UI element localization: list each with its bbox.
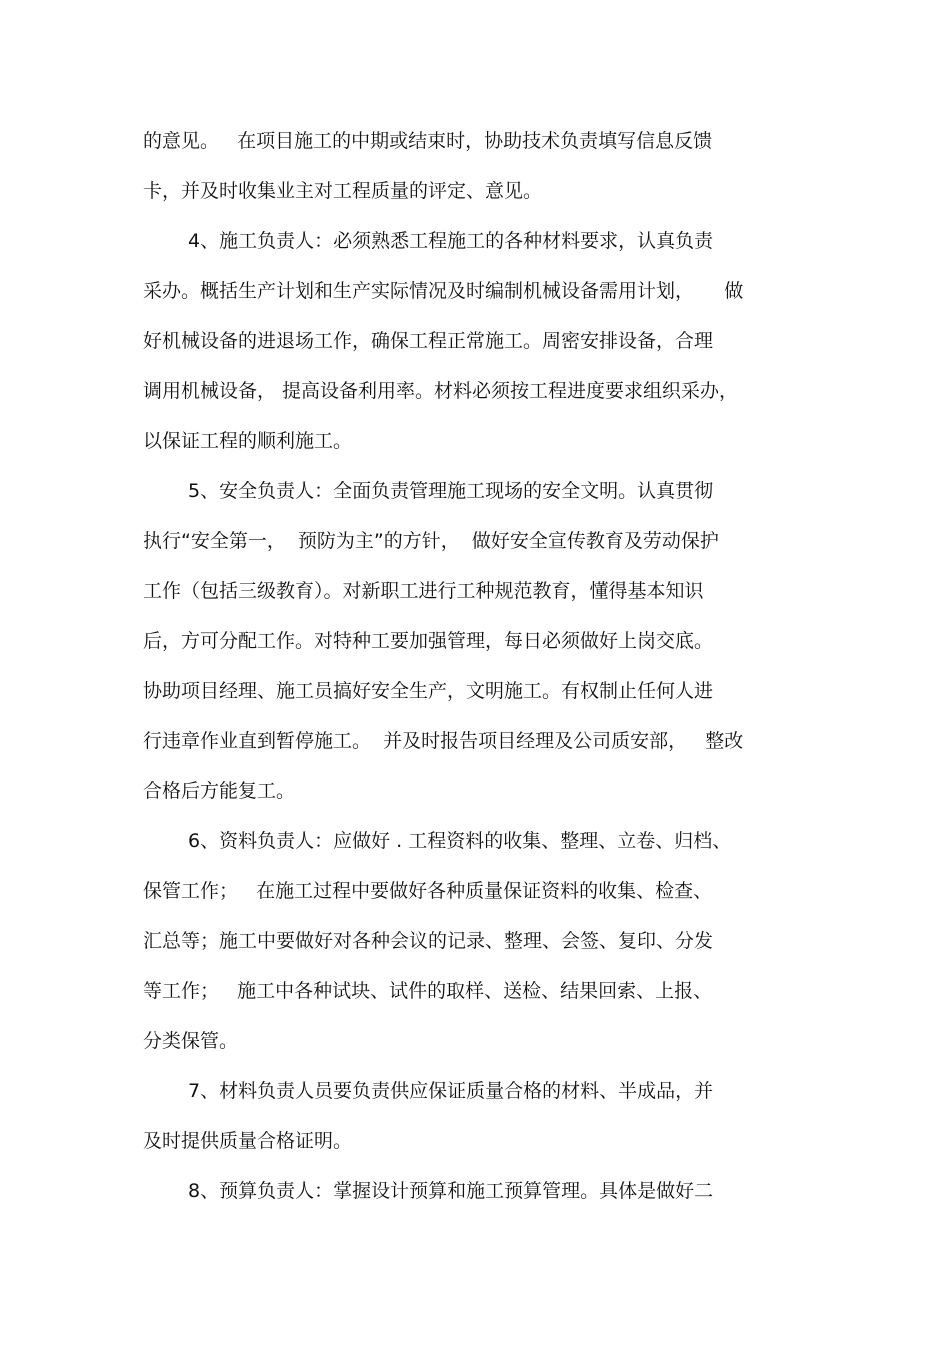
text-line: 保管工作； 在施工过程中要做好各种质量保证资料的收集、检查、	[143, 880, 713, 902]
text-line: 8、预算负责人：掌握设计预算和施工预算管理。具体是做好二	[188, 1180, 714, 1202]
text-line: 合格后方能复工。	[143, 780, 296, 802]
text-line: 执行“安全第一， 预防为主”的方针， 做好安全宣传教育及劳动保护	[143, 530, 719, 552]
text-line: 后，方可分配工作。对特种工要加强管理，每日必须做好上岗交底。	[143, 630, 714, 652]
text-line: 4、施工负责人：必须熟悉工程施工的各种材料要求，认真负责	[188, 230, 714, 252]
text-line: 卡，并及时收集业主对工程质量的评定、意见。	[143, 180, 543, 202]
text-line: 协助项目经理、施工员搞好安全生产，文明施工。有权制止任何人进	[143, 680, 714, 702]
text-line: 及时提供质量合格证明。	[143, 1130, 353, 1152]
text-line: 的意见。 在项目施工的中期或结束时，协助技术负责填写信息反馈	[143, 130, 713, 152]
text-line: 5、安全负责人：全面负责管理施工现场的安全文明。认真贯彻	[188, 480, 714, 502]
text-line: 分类保管。	[143, 1030, 239, 1052]
text-line: 汇总等；施工中要做好对各种会议的记录、整理、会签、复印、分发	[143, 930, 714, 952]
text-line: 6、资料负责人：应做好 . 工程资料的收集、整理、立卷、归档、	[188, 830, 732, 852]
text-line: 好机械设备的进退场工作，确保工程正常施工。周密安排设备，合理	[143, 330, 714, 352]
text-line: 工作（包括三级教育）。对新职工进行工种规范教育，懂得基本知识	[143, 580, 704, 602]
text-line: 等工作； 施工中各种试块、试件的取样、送检、结果回索、上报、	[143, 980, 713, 1002]
text-line: 以保证工程的顺利施工。	[143, 430, 353, 452]
text-line: 调用机械设备， 提高设备利用率。材料必须按工程进度要求组织采办，	[143, 380, 739, 402]
text-line: 行违章作业直到暂停施工。 并及时报告项目经理及公司质安部， 整改	[143, 730, 744, 752]
text-line: 采办。概括生产计划和生产实际情况及时编制机械设备需用计划， 做	[143, 280, 744, 302]
text-line: 7、材料负责人员要负责供应保证质量合格的材料、半成品，并	[188, 1080, 714, 1102]
